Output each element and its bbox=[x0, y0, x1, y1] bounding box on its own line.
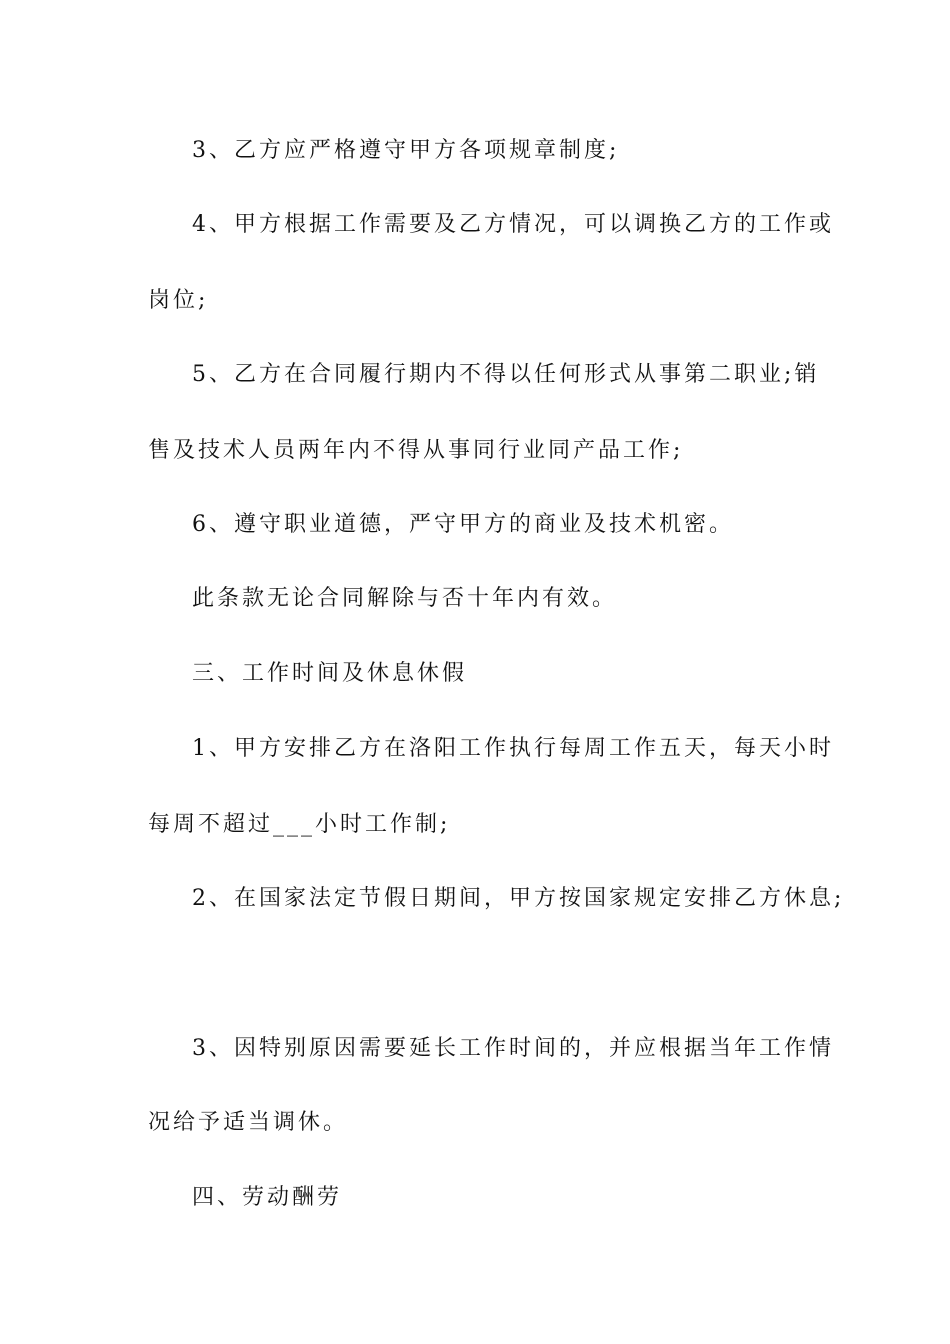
validity-note: 此条款无论合同解除与否十年内有效。 bbox=[192, 586, 618, 611]
clause-6-text: 6、遵守职业道德，严守甲方的商业及技术机密。 bbox=[192, 512, 734, 537]
clause-3-text: 3、乙方应严格遵守甲方各项规章制度; bbox=[192, 138, 620, 163]
section-3-clause-2-text: 2、在国家法定节假日期间，甲方按国家规定安排乙方休息; bbox=[192, 886, 845, 911]
section-3-clause-1-continuation: 每周不超过___小时工作制; bbox=[148, 812, 451, 837]
section-3-clause-3-continuation: 况给予适当调休。 bbox=[148, 1110, 349, 1135]
clause-5-continuation: 售及技术人员两年内不得从事同行业同产品工作; bbox=[148, 438, 684, 463]
clause-4-continuation: 岗位; bbox=[148, 288, 209, 313]
section-3-clause-3-text: 3、因特别原因需要延长工作时间的，并应根据当年工作情 bbox=[192, 1036, 834, 1061]
clause-5-text: 5、乙方在合同履行期内不得以任何形式从事第二职业;销 bbox=[192, 362, 820, 387]
section-3-clause-1-text: 1、甲方安排乙方在洛阳工作执行每周工作五天，每天小时 bbox=[192, 736, 834, 761]
section-4-heading: 四、劳动酬劳 bbox=[192, 1185, 343, 1210]
section-3-heading: 三、工作时间及休息休假 bbox=[192, 661, 468, 686]
clause-4-text: 4、甲方根据工作需要及乙方情况，可以调换乙方的工作或 bbox=[192, 212, 834, 237]
